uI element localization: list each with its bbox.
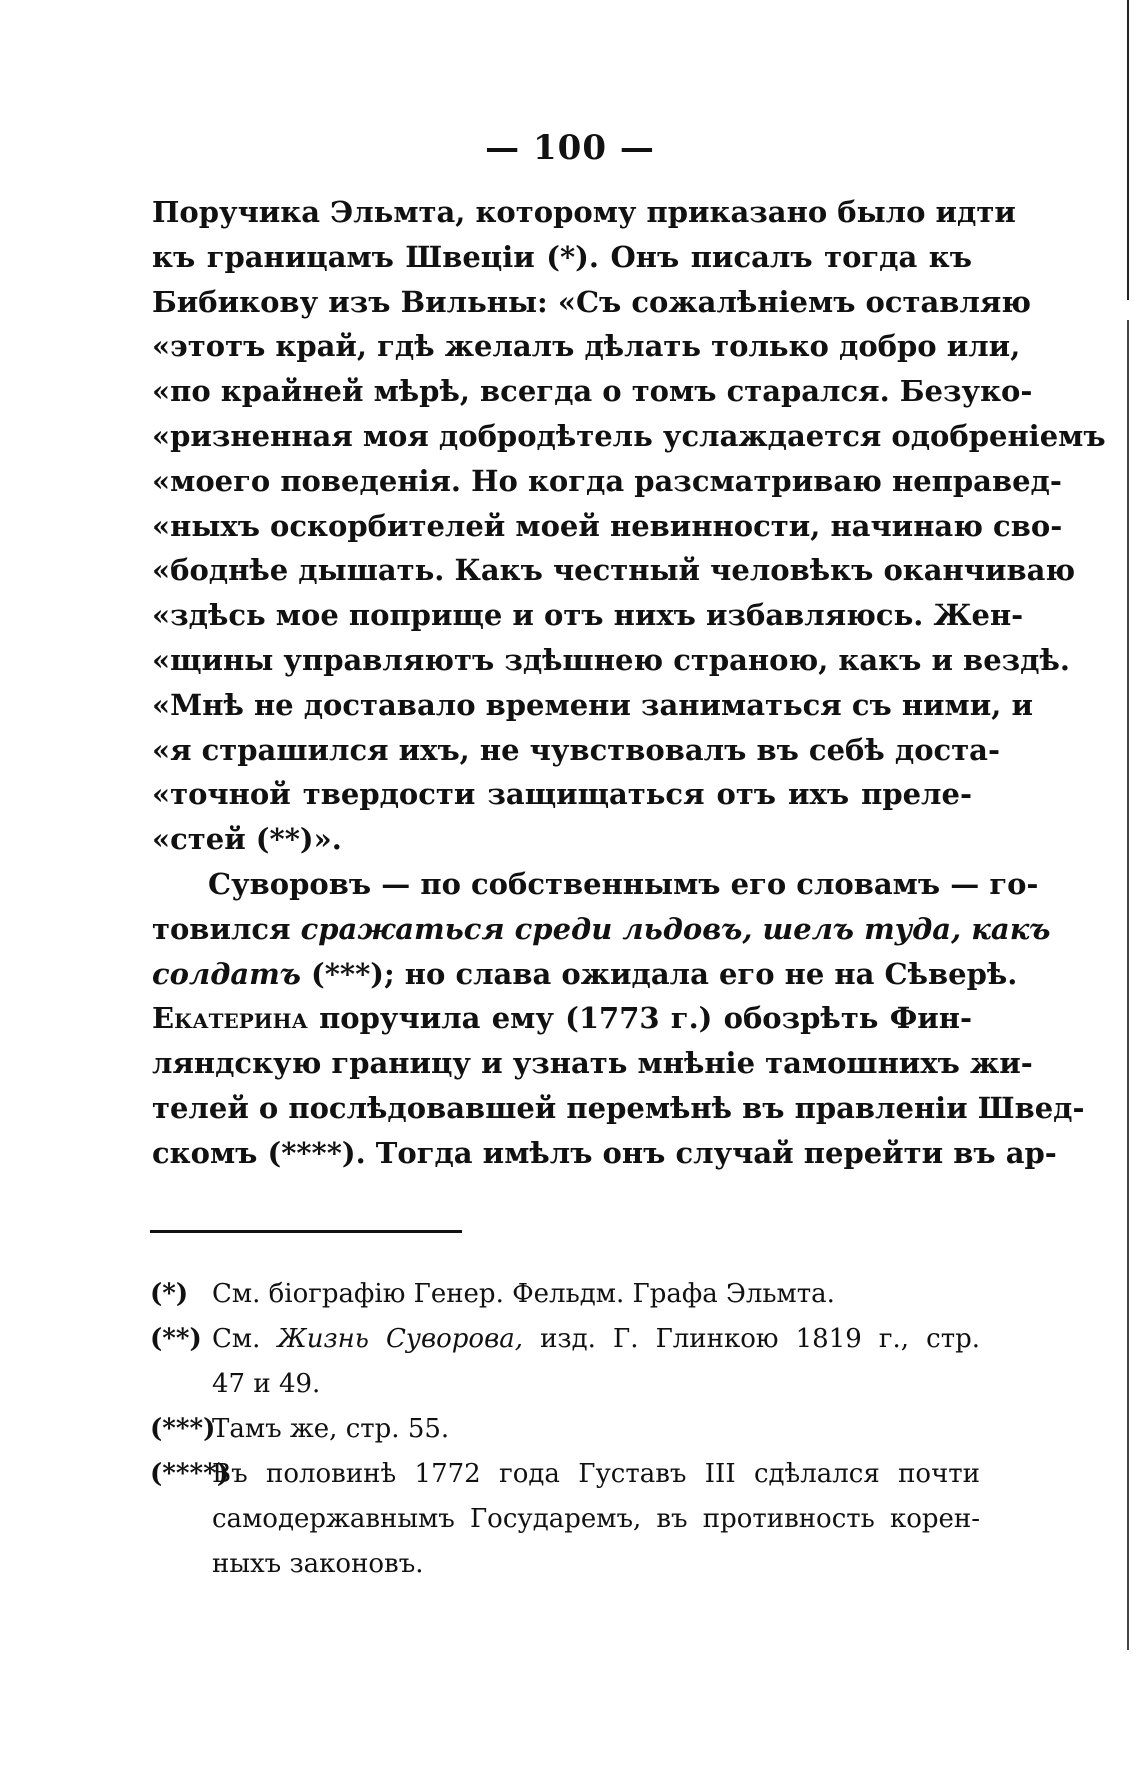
footnote-3 [150, 1407, 980, 1452]
footnote-mark: (****) [150, 1459, 229, 1489]
footnote-post: изд. Г. Глинкою 1819 г., стр. [522, 1324, 980, 1354]
text-line-italic [152, 907, 1051, 952]
footnote-separator [150, 1230, 462, 1233]
footnote-mark: (*) [150, 1279, 189, 1309]
footnote-book-title: Жизнь Суворова, [277, 1324, 523, 1354]
text-line: скомъ (****). Тогда имѣлъ онъ случай перейти въ ар- [152, 1135, 1057, 1170]
text-line: Поручика Эльмта, которому приказано было идти [152, 195, 1016, 229]
footnote-pre: См. [212, 1324, 278, 1354]
text-line: «по крайней мѣрѣ, всегда о томъ старался. Безуко- [152, 374, 1033, 409]
footnote-text: самодержавнымъ Государемъ, въ противность корен- [212, 1504, 980, 1534]
text-line-italic [152, 952, 1018, 997]
text-line: ляндскую границу и узнать мнѣнiе тамошнихъ жи- [152, 1046, 1033, 1081]
page-number: — 100 — [485, 128, 655, 168]
italic-word: солдатъ [152, 956, 301, 991]
plain-part: поручила ему (1773 г.) обозрѣть Фин- [307, 1001, 972, 1036]
footnote-mark: (***) [150, 1414, 216, 1444]
footnotes [150, 1272, 980, 1587]
text-line: къ границамъ Швецiи (*). Онъ писалъ тогда къ [152, 239, 972, 274]
footnote-text [212, 1317, 980, 1362]
italic-quote: сражаться среди льдовъ, шелъ туда, какъ [300, 911, 1051, 946]
text-line: «стей (**)». [152, 822, 342, 857]
footnote-text: 47 и 49. [212, 1369, 321, 1399]
text-line: «щины управляютъ здѣшнею страною, какъ и вездѣ. [152, 642, 1070, 677]
footnote-text: Тамъ же, стр. 55. [212, 1414, 450, 1444]
main-text [152, 190, 1106, 1176]
footnote-1 [150, 1272, 980, 1317]
footnote-text: ныхъ законовъ. [212, 1549, 424, 1579]
text-line: «ныхъ оскорбителей моей невинности, начинаю сво- [152, 508, 1063, 543]
text-line-smallcaps [152, 996, 972, 1041]
page-edge-line-lower [1127, 320, 1129, 1650]
plain-part: товился [152, 911, 301, 946]
footnote-text: См. бiографiю Генер. Фельдм. Графа Эльмта. [212, 1279, 835, 1309]
plain-part: (***); но слава ожидала его не на Сѣверѣ. [300, 956, 1018, 991]
footnote-text: Въ половинѣ 1772 года Густавъ III сдѣлался почти [212, 1459, 980, 1489]
text-line: «боднѣе дышать. Какъ честный человѣкъ оканчиваю [152, 553, 1076, 588]
text-line: «точной твердости защищаться отъ ихъ преле- [152, 777, 972, 812]
paragraph-start-line: Суворовъ — по собственнымъ его словамъ — го- [208, 866, 1039, 901]
smallcaps-name: Екатерина [152, 1001, 308, 1036]
text-line: «моего поведенiя. Но когда разсматриваю неправед- [152, 463, 1062, 498]
footnote-2 [150, 1317, 980, 1407]
text-line: «я страшился ихъ, не чувствовалъ въ себѣ доста- [152, 732, 1000, 767]
footnote-mark: (**) [150, 1324, 202, 1354]
text-line: телей о послѣдовавшей перемѣнѣ въ правленiи Швед- [152, 1090, 1085, 1125]
text-line: Бибикову изъ Вильны: «Съ сожалѣнiемъ оставляю [152, 284, 1032, 319]
text-line: «здѣсь мое поприще и отъ нихъ избавляюсь. Жен- [152, 598, 1024, 633]
text-line: «ризненная моя добродѣтель услаждается одобренiемъ [152, 418, 1106, 453]
footnote-4 [150, 1452, 980, 1587]
text-line: «этотъ край, гдѣ желалъ дѣлать только добро или, [152, 329, 1021, 364]
text-line: «Мнѣ не доставало времени заниматься съ ними, и [152, 687, 1033, 722]
